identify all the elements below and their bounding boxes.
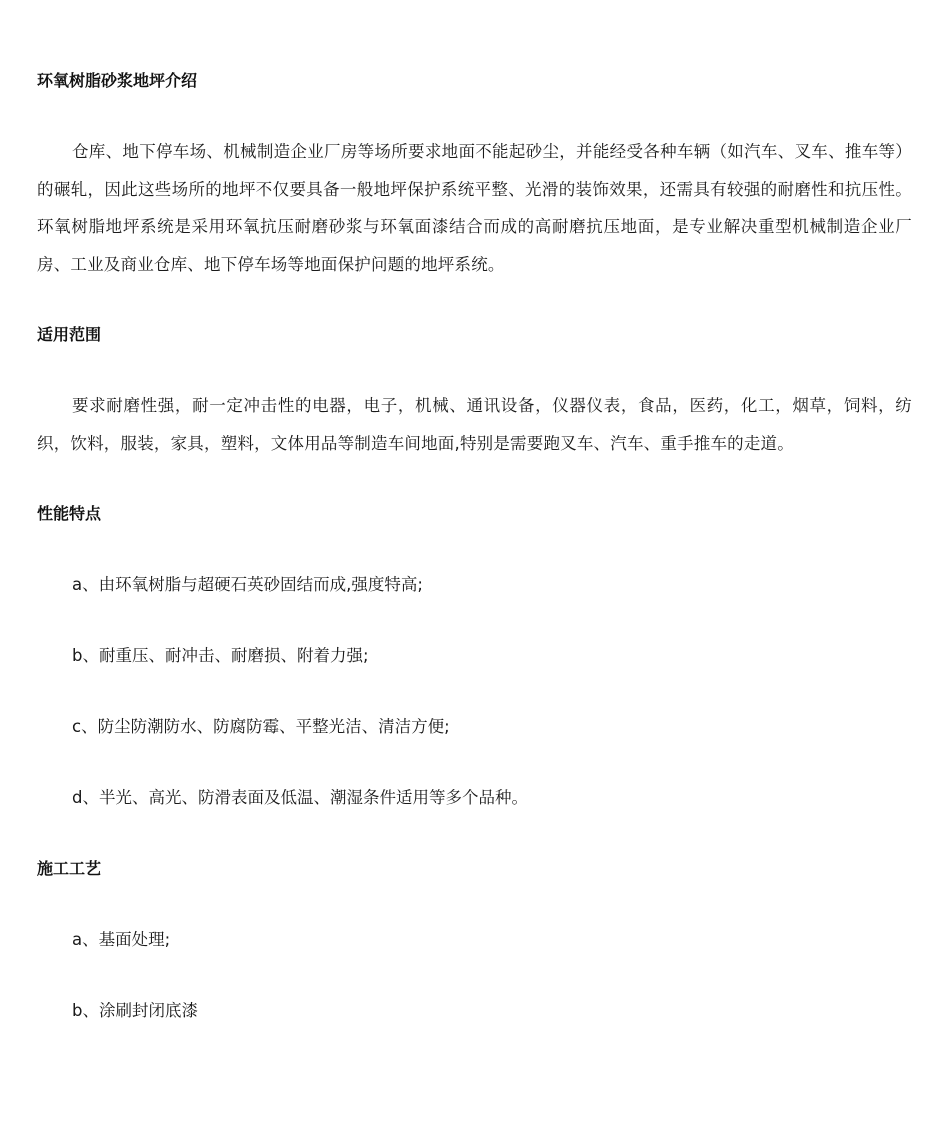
scope-paragraph: 要求耐磨性强，耐一定冲击性的电器，电子，机械、通讯设备，仪器仪表，食品，医药，化工，烟草，饲料，纺织，饮料，服装，家具，塑料，文体用品等制造车间地面,特别是需要跑叉车、汽车、重手推车的走道。	[37, 396, 912, 453]
spacer	[37, 888, 912, 921]
feature-item-a: a、由环氧树脂与超硬石英砂固结而成,强度特高;	[72, 575, 423, 594]
scope-heading: 适用范围	[37, 325, 102, 344]
process-item-a: a、基面处理;	[72, 930, 171, 949]
spacer	[37, 604, 912, 637]
spacer	[37, 533, 912, 566]
spacer	[37, 746, 912, 779]
spacer	[37, 462, 912, 495]
process-item-b: b、涂刷封闭底漆	[72, 1001, 198, 1020]
document-title: 环氧树脂砂浆地坪介绍	[37, 71, 198, 90]
feature-item-c: c、防尘防潮防水、防腐防霉、平整光洁、清洁方便;	[72, 717, 450, 736]
spacer	[37, 283, 912, 316]
features-heading: 性能特点	[37, 504, 102, 523]
spacer	[37, 817, 912, 850]
spacer	[37, 354, 912, 387]
process-heading: 施工工艺	[37, 859, 102, 878]
intro-paragraph: 仓库、地下停车场、机械制造企业厂房等场所要求地面不能起砂尘，并能经受各种车辆（如汽车、叉车、推车等）的碾轧，因此这些场所的地坪不仅要具备一般地坪保护系统平整、光滑的装饰效果，还需具有较强的耐磨性和抗压性。环氧树脂地坪系统是采用环氧抗压耐磨砂浆与环氧面漆结合而成的高耐磨抗压地面，是专业解决重型机械制造企业厂房、工业及商业仓库、地下停车场等地面保护问题的地坪系统。	[37, 142, 912, 274]
feature-item-b: b、耐重压、耐冲击、耐磨损、附着力强;	[72, 646, 369, 665]
spacer	[37, 959, 912, 992]
spacer	[37, 675, 912, 708]
spacer	[37, 100, 912, 133]
feature-item-d: d、半光、高光、防滑表面及低温、潮湿条件适用等多个品种。	[72, 788, 528, 807]
